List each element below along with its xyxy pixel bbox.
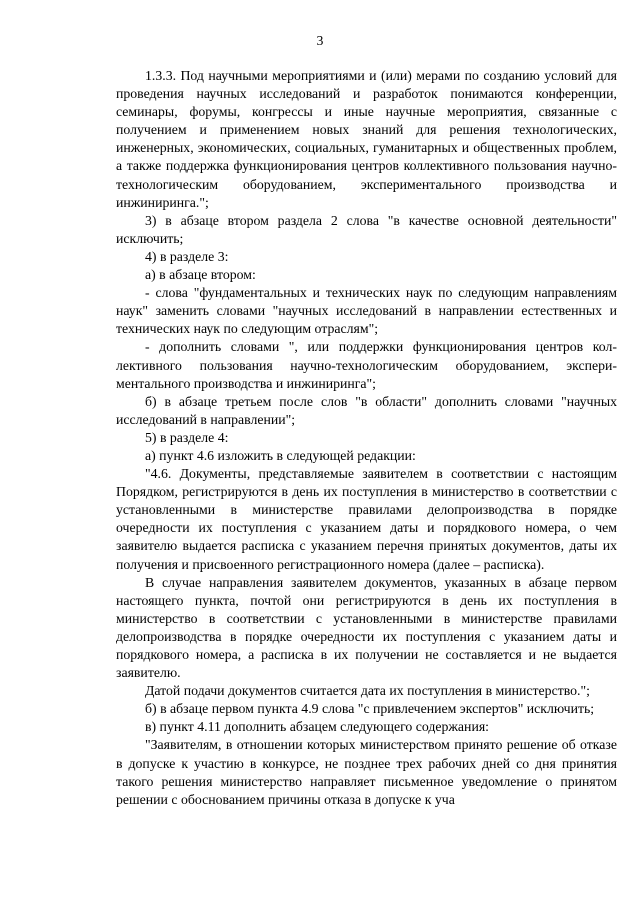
paragraph-amendment-5a: а) пункт 4.6 изложить в следующей редакции:	[145, 447, 416, 463]
paragraph-clause-4-6-date: Датой подачи документов считается дата их поступления в министерство.";	[145, 683, 590, 699]
paragraph-amendment-4b: б) в абзаце третьем после слов "в области" дополнить словами "научных исследований в направлении";	[116, 393, 617, 427]
paragraph-amendment-5b: б) в абзаце первом пункта 4.9 слова "с привлечением экспертов" исключить;	[145, 701, 595, 717]
paragraph-amendment-4a-add: - дополнить словами ", или поддержки функционирования центров коллективного пользования научно-технологическим оборудованием, экспериментального производства и инжиниринга";	[116, 339, 617, 391]
paragraph-amendment-4a: а) в абзаце втором:	[145, 267, 256, 283]
paragraph-amendment-3: 3) в абзаце втором раздела 2 слова "в качестве основной деятельности" исключить;	[116, 212, 617, 246]
paragraph-clause-4-6-mail: В случае направления заявителем документов, указанных в абзаце первом настоящего пункта, почтой они регистрируются в день их поступления в министерство в соответствии с установленными в министерстве правилами делопроизводства в порядке очередности их поступления с указанием даты и порядкового номера, а расписка в их получении не составляется и не выдается заявителю.	[116, 574, 617, 681]
paragraph-1-3-3: 1.3.3. Под научными мероприятиями и (или) мерами по созданию условий для проведения научных исследований и разработок понимаются конференции, семинары, форумы, конгрессы и иные научные мероприятия, связанные с получением и применением новых знаний для решения технологических, инженерных, экономических, социальных, гуманитарных и общественных проблем, а также поддержка функционирования центров коллективного пользования научно-технологическим оборудованием, экспериментального производства и инжиниринга.";	[116, 68, 617, 210]
paragraph-amendment-4: 4) в разделе 3:	[145, 248, 229, 264]
page-number: 3	[316, 33, 324, 48]
paragraph-amendment-5v: в) пункт 4.11 дополнить абзацем следующего содержания:	[145, 719, 490, 735]
paragraph-clause-4-11-addition: "Заявителям, в отношении которых министерством принято решение об отказе в допуске к участию в конкурсе, не позднее трех рабочих дней со дня принятия такого решения министерство направляет письменное уведомление о принятом решении с обоснованием причины отказа в допуске к уча	[116, 737, 617, 807]
paragraph-clause-4-6: "4.6. Документы, представляемые заявителем в соответствии с настоящим Порядком, регистрируются в день их поступления в министерство в соответствии с установленными в министерстве правилами делопроизводства в порядке очередности их поступления с указанием даты и порядкового номера, о чем заявителю выдается расписка с указанием перечня принятых документов, даты их получения и присвоенного регистрационного номера (далее – расписка).	[116, 466, 617, 572]
paragraph-amendment-5: 5) в разделе 4:	[145, 429, 229, 445]
document-body	[116, 67, 617, 809]
paragraph-amendment-4a-words: - слова "фундаментальных и технических наук по следующим направлениям наук" заменить словами "научных исследований в направлении естественных и технических наук по следующим отраслям";	[116, 285, 617, 337]
